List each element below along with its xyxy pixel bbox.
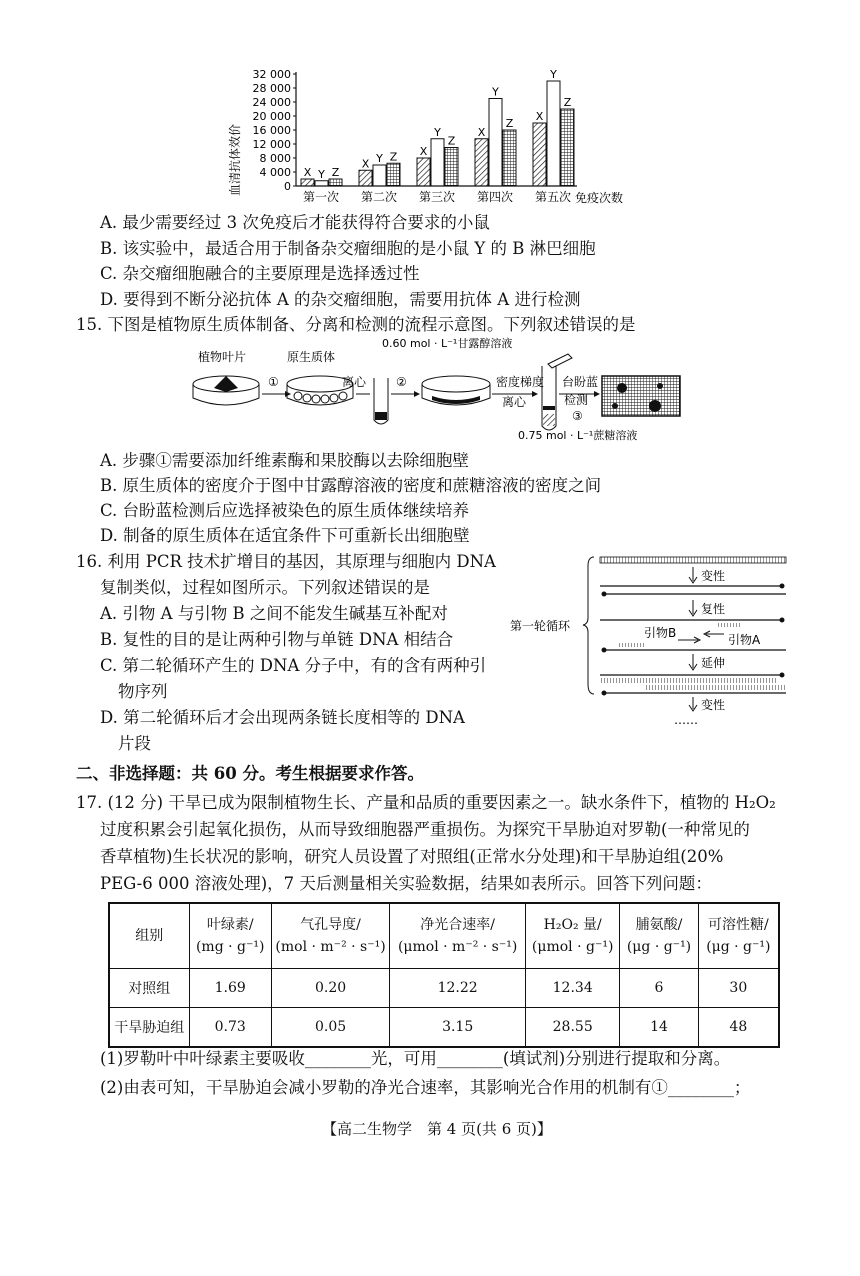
table-cell: 30 <box>698 969 779 1008</box>
svg-text:复性: 复性 <box>701 602 726 616</box>
svg-text:引物A: 引物A <box>728 633 761 647</box>
x-tick-label: 第四次 <box>476 190 514 204</box>
table-header-row <box>109 903 779 969</box>
y-tick-label: 32 000 <box>252 68 291 81</box>
svg-text:离心: 离心 <box>502 395 527 409</box>
svg-text:③: ③ <box>572 409 583 423</box>
protoplast-label: 原生质体 <box>287 350 336 364</box>
y-tick-label: 4 000 <box>259 166 291 179</box>
y-tick-label: 20 000 <box>252 110 291 123</box>
sucrose-label: 0.75 mol · L⁻¹蔗糖溶液 <box>518 429 638 442</box>
bar-series-label: Y <box>550 68 557 81</box>
y-tick-label: 24 000 <box>252 96 291 109</box>
q15-option-a: A. 步骤①需要添加纤维素酶和果胶酶以去除细胞壁 <box>100 451 469 470</box>
bar-series-label: Z <box>505 117 514 130</box>
bar-series-label: Y <box>492 85 499 99</box>
q16-option-c-line2: 物序列 <box>118 682 168 701</box>
y-tick-label: 28 000 <box>252 82 291 95</box>
svg-text:密度梯度: 密度梯度 <box>496 375 545 389</box>
svg-text:延伸: 延伸 <box>701 656 726 670</box>
table-header-cell: H₂O₂ 量/ (μmol · g⁻¹) <box>526 903 620 969</box>
y-tick-label: 12 000 <box>252 138 291 151</box>
bar-series-label: Z <box>331 166 340 179</box>
leaf-icon <box>214 376 238 392</box>
bar-Z-3 <box>503 130 516 186</box>
q17-line3: 香草植物)生长状况的影响，研究人员设置了对照组(正常水分处理)和干旱胁迫组(20% <box>100 847 724 866</box>
bar-series-label: X <box>419 145 428 158</box>
svg-text:台盼蓝: 台盼蓝 <box>562 375 599 389</box>
bar-X-2 <box>417 158 430 186</box>
y-tick-label: 8 000 <box>259 152 291 165</box>
q17-line1: 17. (12 分) 干旱已成为限制植物生长、产量和品质的重要因素之一。缺水条件下，植物的 H₂O₂ <box>76 793 776 812</box>
x-tick-label: 第三次 <box>418 190 456 204</box>
q16-stem-line1: 16. 利用 PCR 技术扩增目的基因，其原理与细胞内 DNA <box>76 552 496 571</box>
table-row <box>109 969 779 1008</box>
table-cell: 14 <box>620 1008 698 1048</box>
q14-option-d: D. 要得到不断分泌抗体 A 的杂交瘤细胞，需要用抗体 A 进行检测 <box>100 290 581 309</box>
q16-option-d-line2: 片段 <box>118 734 151 753</box>
svg-text:变性: 变性 <box>701 569 726 583</box>
cycle-label: 第一轮循环 <box>510 619 571 633</box>
table-cell: 48 <box>698 1008 779 1048</box>
q16-option-b: B. 复性的目的是让两种引物与单链 DNA 相结合 <box>100 630 454 649</box>
q15-stem: 15. 下图是植物原生质体制备、分离和检测的流程示意图。下列叙述错误的是 <box>76 315 636 334</box>
svg-text:引物B: 引物B <box>644 626 677 640</box>
table-header-cell: 净光合速率/ (μmol · m⁻² · s⁻¹) <box>390 903 526 969</box>
x-tick-label: 第二次 <box>360 190 398 204</box>
x-axis-label: 免疫次数 <box>575 191 624 205</box>
q15-option-c: C. 台盼蓝检测后应选择被染色的原生质体继续培养 <box>100 501 470 520</box>
table-header-cell: 组别 <box>109 903 189 969</box>
table-header-cell: 气孔导度/ (mol · m⁻² · s⁻¹) <box>271 903 389 969</box>
leaf-label: 植物叶片 <box>198 350 247 364</box>
protoplast-flow-diagram <box>190 336 690 448</box>
q16-option-c-line1: C. 第二轮循环产生的 DNA 分子中，有的含有两种引 <box>100 656 487 675</box>
svg-text:①: ① <box>268 375 279 389</box>
y-axis-label: 血清抗体效价 <box>228 123 242 197</box>
svg-text:②: ② <box>396 375 407 389</box>
bar-Z-0 <box>329 179 342 186</box>
svg-text:离心: 离心 <box>342 375 367 389</box>
q17-line2: 过度积累会引起氧化损伤，从而导致细胞器严重损伤。为探究干旱胁迫对罗勒(一种常见的 <box>100 820 750 839</box>
antibody-titer-bar-chart <box>225 62 645 210</box>
table-cell: 3.15 <box>390 1008 526 1048</box>
bar-series-label: X <box>303 166 312 179</box>
bar-Z-1 <box>387 163 400 186</box>
bar-series-label: X <box>477 125 486 139</box>
bar-series-label: Z <box>447 134 456 148</box>
q17-sub2: (2)由表可知，干旱胁迫会减小罗勒的净光合速率，其影响光合作用的机制有①________； <box>100 1078 751 1097</box>
q17-line4: PEG-6 000 溶液处理)，7 天后测量相关实验数据，结果如表所示。回答下列问题： <box>100 874 712 893</box>
bar-Y-4 <box>547 81 560 186</box>
q17-sub1: (1)罗勒叶中叶绿素主要吸收________光，可用________(填试剂)分别进行提取和分离。 <box>100 1049 731 1068</box>
q15-option-d: D. 制备的原生质体在适宜条件下可重新长出细胞壁 <box>100 526 470 545</box>
bar-series-label: X <box>535 110 544 123</box>
table-header-cell: 脯氨酸/ (μg · g⁻¹) <box>620 903 698 969</box>
table-row <box>109 1008 779 1048</box>
bar-series-label: Z <box>389 150 398 164</box>
table-cell: 28.55 <box>526 1008 620 1048</box>
table-cell: 12.34 <box>526 969 620 1008</box>
bar-Z-4 <box>561 109 574 186</box>
bar-X-0 <box>301 179 314 186</box>
section-2-heading: 二、非选择题：共 60 分。考生根据要求作答。 <box>76 764 424 783</box>
q16-option-a: A. 引物 A 与引物 B 之间不能发生碱基互补配对 <box>100 604 448 623</box>
bar-X-1 <box>359 170 372 186</box>
q17-data-table <box>108 902 780 1048</box>
bar-Y-0 <box>315 181 328 186</box>
page-footer: 【高二生物学 第 4 页(共 6 页)】 <box>322 1120 552 1138</box>
mannitol-label: 0.60 mol · L⁻¹甘露醇溶液 <box>382 337 513 350</box>
svg-text:检测: 检测 <box>564 393 589 407</box>
table-header-cell: 叶绿素/ (mg · g⁻¹) <box>189 903 271 969</box>
bar-Y-1 <box>373 165 386 186</box>
q16-stem-line2: 复制类似，过程如图所示。下列叙述错误的是 <box>100 578 430 597</box>
x-tick-label: 第五次 <box>534 190 572 204</box>
table-cell: 6 <box>620 969 698 1008</box>
table-cell: 0.73 <box>189 1008 271 1048</box>
y-tick-label: 16 000 <box>252 124 291 137</box>
bar-Z-2 <box>445 148 458 187</box>
bar-Y-3 <box>489 99 502 187</box>
table-cell: 对照组 <box>109 969 189 1008</box>
table-cell: 12.22 <box>390 969 526 1008</box>
table-cell: 0.05 <box>271 1008 389 1048</box>
y-tick-label: 0 <box>284 180 291 193</box>
bar-series-label: Y <box>376 152 383 165</box>
q15-option-b: B. 原生质体的密度介于图中甘露醇溶液的密度和蔗糖溶液的密度之间 <box>100 476 602 495</box>
bar-Y-2 <box>431 139 444 186</box>
q14-option-a: A. 最少需要经过 3 次免疫后才能获得符合要求的小鼠 <box>100 213 490 232</box>
bar-series-label: X <box>361 157 370 171</box>
x-tick-label: 第一次 <box>302 190 340 204</box>
pcr-cycle-diagram <box>508 554 792 726</box>
bar-X-3 <box>475 139 488 186</box>
svg-text:变性: 变性 <box>701 698 726 712</box>
q14-option-c: C. 杂交瘤细胞融合的主要原理是选择透过性 <box>100 264 420 283</box>
bar-X-4 <box>533 123 546 186</box>
table-cell: 1.69 <box>189 969 271 1008</box>
table-header-cell: 可溶性糖/ (μg · g⁻¹) <box>698 903 779 969</box>
svg-text:……: …… <box>674 713 698 726</box>
bar-series-label: Z <box>563 96 572 109</box>
table-cell: 干旱胁迫组 <box>109 1008 189 1048</box>
q16-option-d-line1: D. 第二轮循环后才会出现两条链长度相等的 DNA <box>100 708 465 727</box>
bar-series-label: Y <box>434 125 441 139</box>
table-cell: 0.20 <box>271 969 389 1008</box>
bar-series-label: Y <box>318 167 325 181</box>
q14-option-b: B. 该实验中，最适合用于制备杂交瘤细胞的是小鼠 Y 的 B 淋巴细胞 <box>100 239 596 258</box>
